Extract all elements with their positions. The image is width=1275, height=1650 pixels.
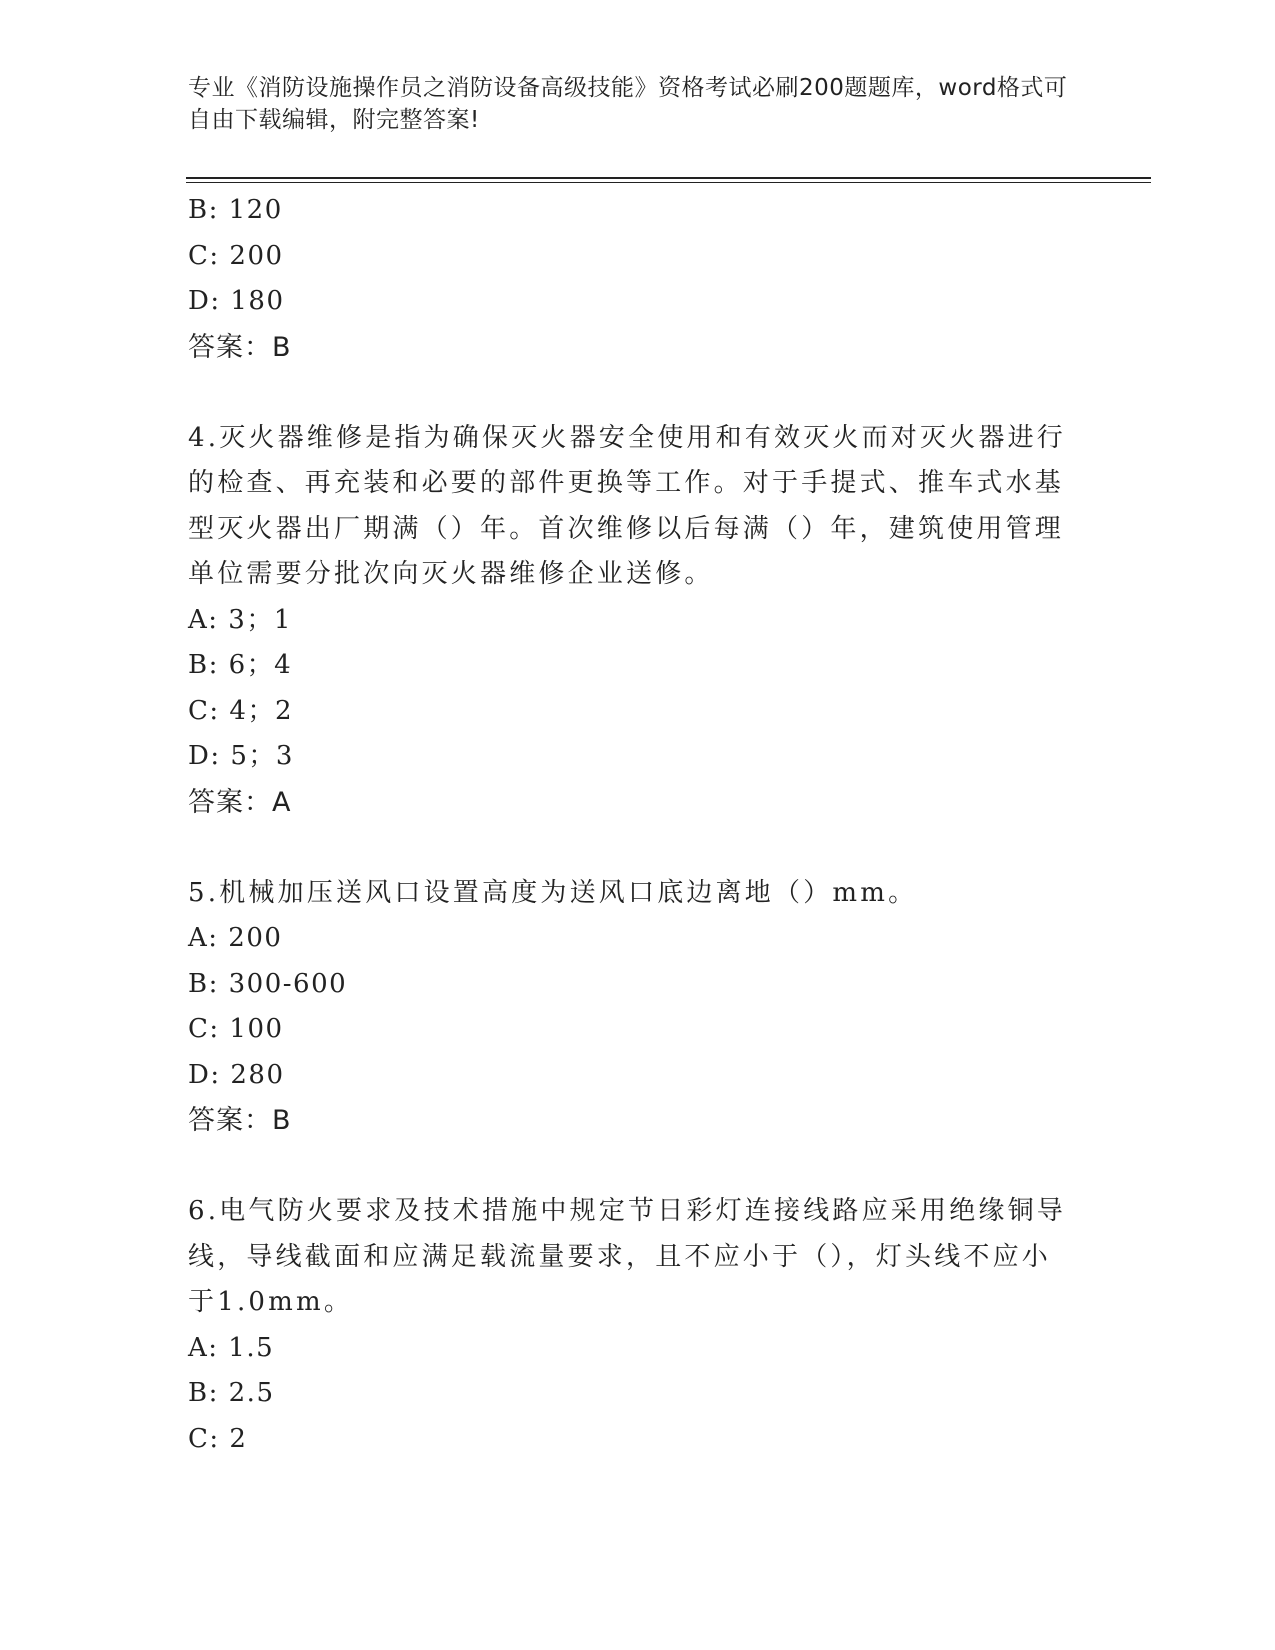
question-text: 4.灭火器维修是指为确保灭火器安全使用和有效灭火而对灭火器进行的检查、再充装和必要的部件更换等工作。对于手提式、推车式水基型灭火器出厂期满（）年。首次维修以后每满（）年，建筑使用管理单位需要分批次向灭火器维修企业送修。 [188,422,1067,589]
option-d: D: 280 [188,1059,285,1090]
question-text: 5.机械加压送风口设置高度为送风口底边离地（）mm。 [188,877,918,908]
option-b: B: 2.5 [188,1378,275,1408]
option-a: A: 200 [188,923,283,953]
option-d: D: 5；3 [188,741,294,771]
answer-label: 答案：B [188,1105,292,1136]
option-c: C: 4；2 [188,695,294,726]
spacer [188,370,1068,416]
option-c: C: 2 [188,1423,248,1454]
option-b: B: 120 [188,195,283,225]
answer-label: 答案：B [188,331,292,363]
header-divider [186,177,1151,179]
question-4 [188,416,1068,826]
answer-label: 答案：A [188,786,292,818]
document-header: 专业《消防设施操作员之消防设备高级技能》资格考试必刷200题题库，word格式可自由下载编辑，附完整答案! [188,75,1068,133]
question-6 [188,1189,1068,1462]
spacer [188,825,1068,871]
option-a: A: 1.5 [188,1332,275,1363]
question-text: 6.电气防火要求及技术措施中规定节日彩灯连接线路应采用绝缘铜导线，导线截面和应满足载流量要求，且不应小于（），灯头线不应小于1.0mm。 [188,1196,1067,1317]
question-3-tail [188,188,1068,370]
option-c: C: 200 [188,240,284,271]
spacer [188,1144,1068,1190]
option-d: D: 180 [188,286,285,316]
question-5 [188,871,1068,1144]
header-divider-thin [186,182,1151,183]
option-b: B: 6；4 [188,650,293,680]
option-c: C: 100 [188,1014,284,1044]
option-b: B: 300-600 [188,968,348,999]
option-a: A: 3；1 [188,604,292,635]
question-list [188,188,1068,1462]
